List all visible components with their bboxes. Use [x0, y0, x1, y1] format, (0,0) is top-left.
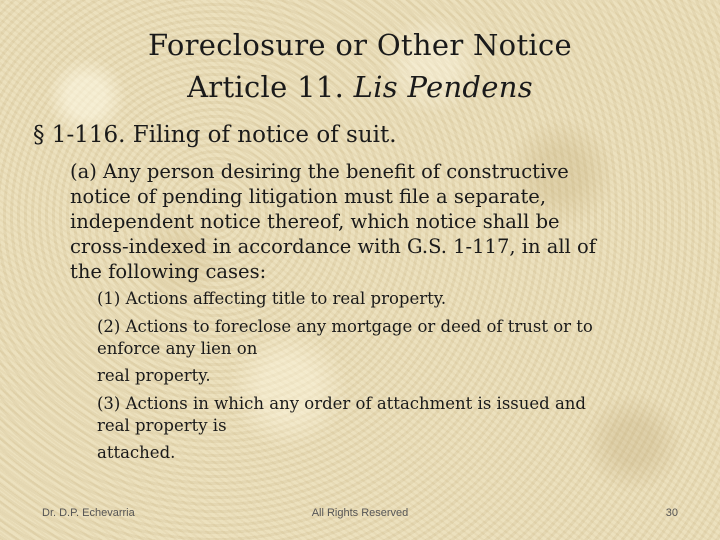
list-item [97, 393, 697, 464]
list-item [97, 316, 697, 387]
list-item-line: (2) Actions to foreclose any mortgage or deed of trust or to [97, 317, 593, 336]
paragraph-line: independent notice thereof, which notice shall be [70, 210, 560, 233]
list-item [97, 288, 697, 310]
list-item-line: (1) Actions affecting title to real property. [97, 289, 447, 308]
case-list [97, 288, 697, 464]
list-item-line: (3) Actions in which any order of attachment is issued and [97, 394, 586, 413]
list-item-line: attached. [97, 443, 176, 462]
statute-paragraph [70, 159, 690, 284]
paragraph-line: cross-indexed in accordance with G.S. 1-117, in all of [70, 235, 596, 258]
paragraph-line: the following cases: [70, 260, 267, 283]
list-item-line: enforce any lien on [97, 339, 258, 358]
list-item-line: real property is [97, 416, 227, 435]
footer-author: Dr. D.P. Echevarria [42, 507, 135, 519]
paragraph-line: notice of pending litigation must file a separate, [70, 185, 547, 208]
paragraph-line: (a) Any person desiring the benefit of constructive [70, 160, 569, 183]
footer-page-number: 30 [665, 507, 678, 519]
lis-pendens-label: Lis Pendens [353, 70, 533, 104]
footer-rights: All Rights Reserved [311, 507, 409, 519]
section-heading: § 1-116. Filing of notice of suit. [33, 122, 397, 148]
slide-title-line-1: Foreclosure or Other Notice [148, 28, 572, 62]
article-label: Article 11. [187, 70, 354, 104]
slide-title [0, 24, 720, 108]
slide-title-line-2 [0, 66, 720, 108]
list-item-line: real property. [97, 366, 211, 385]
